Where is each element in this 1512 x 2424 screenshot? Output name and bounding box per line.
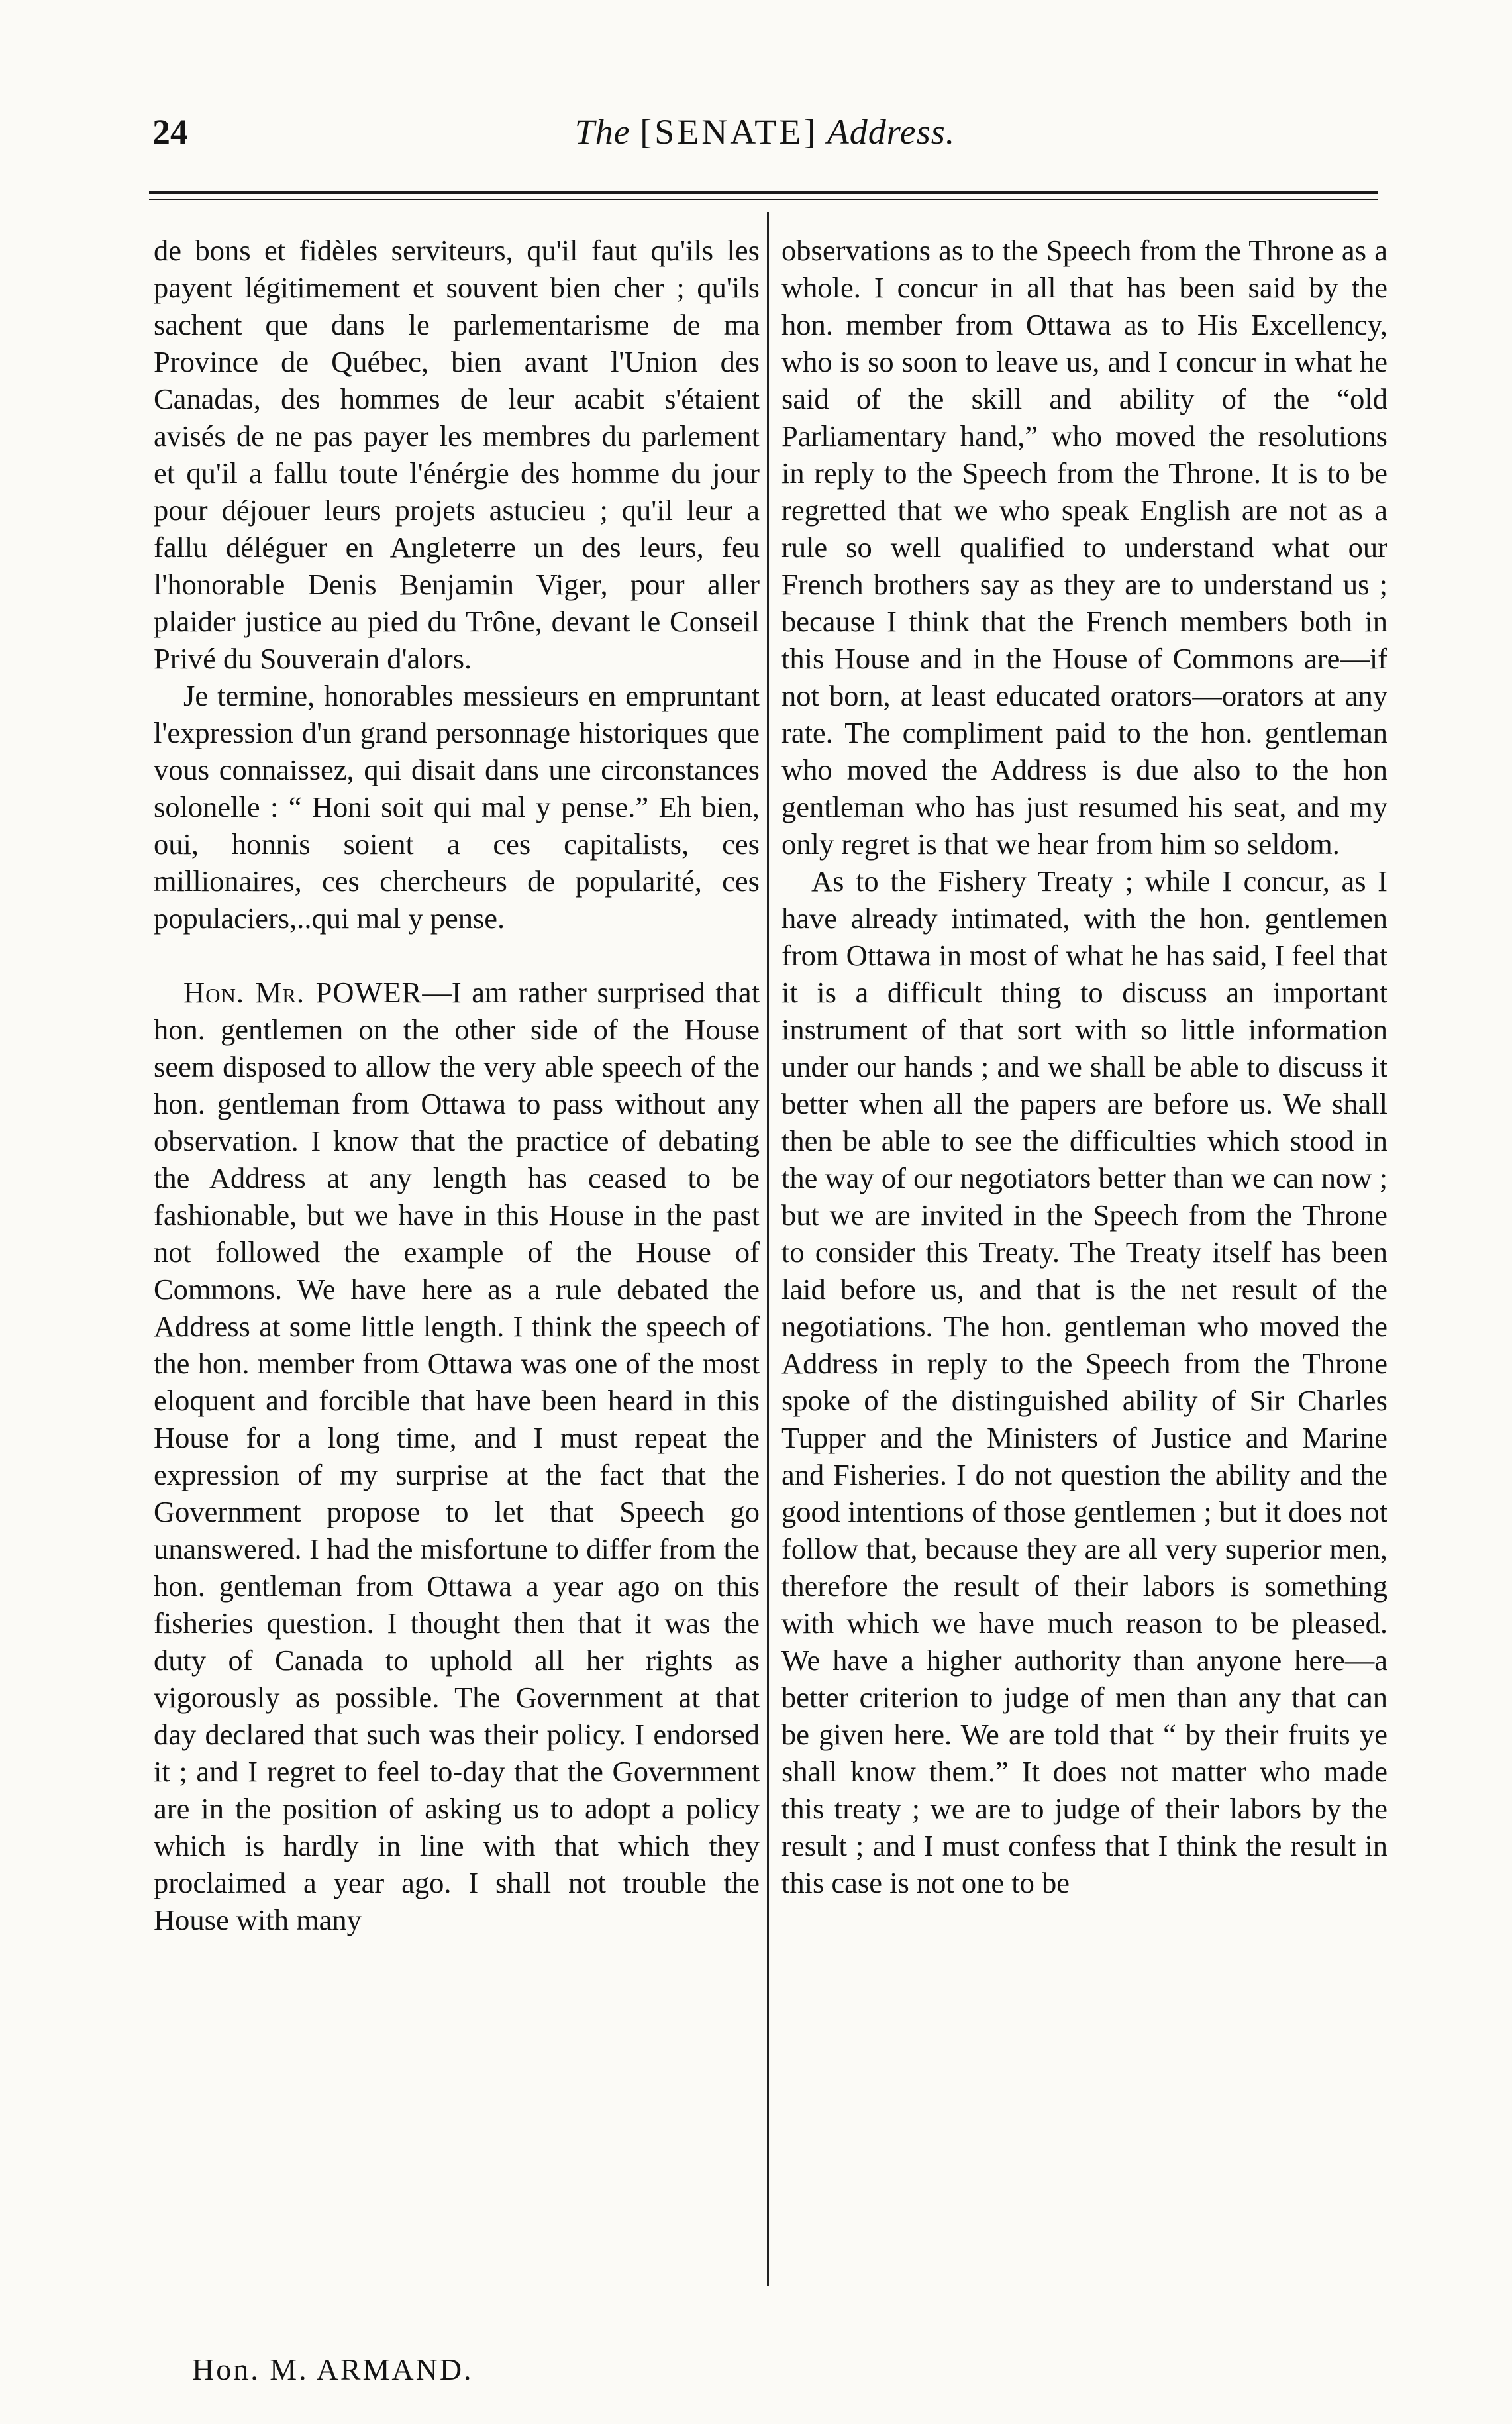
left-column <box>154 232 760 1938</box>
column-divider <box>767 212 769 2286</box>
page-number: 24 <box>152 112 188 152</box>
right-paragraph-1: observations as to the Speech from the Throne as a whole. I concur in all that has been said by the hon. member from Ottawa as to His Excellency, who is so soon to leave us, and I concur in what he said of the skill and ability of the “old Parliamentary hand,” who moved the resolutions in reply to the Speech from the Throne. It is to be regretted that we who speak English are not as a rule so well qualified to understand what our French brothers say as they are to understand us ; because I think that the French members both in this House and in the House of Commons are—if not born, at least educated orators—orators at any rate. The compliment paid to the hon. gentleman who moved the Address is due also to the hon gentleman who has just resumed his seat, and my only regret is that we hear from him so seldom. <box>781 234 1387 861</box>
title-section: Address. <box>827 112 956 152</box>
header-rule-thin <box>149 199 1378 200</box>
running-head <box>152 111 1378 171</box>
left-paragraph-2: Je termine, honorables messieurs en empruntant l'expression d'un grand personnage historiques que vous connaissez, qui disait dans une circonstances solonelle : “ Honi soit qui mal y pense.” Eh bien, oui, honnis soient a ces capitalists, ces millionaires, ces chercheurs de popularité, ces populaciers,..qui mal y pense. <box>154 679 760 935</box>
right-paragraph-2: As to the Fishery Treaty ; while I concur, as I have already intimated, with the hon. gentlemen from Ottawa in most of what he has said, I feel that it is a difficult thing to discuss an important instrument of that sort with so little information under our hands ; and we shall be able to discuss it better when all the papers are before us. We shall then be able to see the difficulties which stood in the way of our negotiators better than we can now ; but we are invited in the Speech from the Throne to consider this Treaty. The Treaty itself has been laid before us, and that is the net result of the negotiations. The hon. gentleman who moved the Address in reply to the Speech from the Throne spoke of the distinguished ability of Sir Charles Tupper and the Ministers of Justice and Marine and Fisheries. I do not question the ability and the good intentions of those gentlemen ; but it does not follow that, because they are all very superior men, therefore the result of their labors is something with which we have much reason to be pleased. We have a higher authority than anyone here—a better criterion to judge of men than any that can be given here. We are told that “ by their fruits ye shall know them.” It does not matter who made this treaty ; we are to judge of their labors by the result ; and I must confess that I think the result in this case is not one to be <box>781 865 1387 1899</box>
speech-text: —I am rather surprised that hon. gentlemen on the other side of the House seem disposed to allow the very able speech of the hon. gentleman from Ottawa to pass without any observation. I know that the practice of debating the Address at any length has ceased to be fashionable, but we have in this House in the past not followed the example of the House of Commons. We have here as a rule debated the Address at some little length. I think the speech of the hon. member from Ottawa was one of the most eloquent and forcible that have been heard in this House for a long time, and I must repeat the expression of my surprise at the fact that the Government propose to let that Speech go unanswered. I had the misfortune to differ from the hon. gentleman from Ottawa a year ago on this fisheries question. I thought then that it was the duty of Canada to uphold all her rights as vigorously as possible. The Government at that day declared that such was their policy. I endorsed it ; and I regret to feel to-day that the Government are in the position of asking us to adopt a policy which is hardly in line with that which they proclaimed a year ago. I shall not trouble the House with many <box>154 976 760 1936</box>
left-paragraph-3 <box>154 974 760 1938</box>
speaker-name: Hon. Mr. POWER <box>183 976 423 1009</box>
page-title <box>152 111 1378 152</box>
header-rule-thick <box>149 191 1378 194</box>
right-column <box>781 232 1387 1901</box>
title-house: [SENATE] <box>640 112 819 152</box>
title-the: The <box>574 112 630 152</box>
left-paragraph-1: de bons et fidèles serviteurs, qu'il faut qu'ils les payent légitimement et souvent bien cher ; qu'ils sachent que dans le parlementarisme de ma Province de Québec, bien avant l'Union des Canadas, des hommes de leur acabit s'étaient avisés de ne pas payer les membres du parlement et qu'il a fallu toute l'énérgie des homme du jour pour déjouer leurs projets astucieu ; qu'il leur a fallu déléguer en Angleterre un des leurs, feu l'honorable Denis Benjamin Viger, pour aller plaider justice au pied du Trône, devant le Conseil Privé du Souverain d'alors. <box>154 234 760 675</box>
footer-signature: Hon. M. ARMAND. <box>192 2352 474 2386</box>
